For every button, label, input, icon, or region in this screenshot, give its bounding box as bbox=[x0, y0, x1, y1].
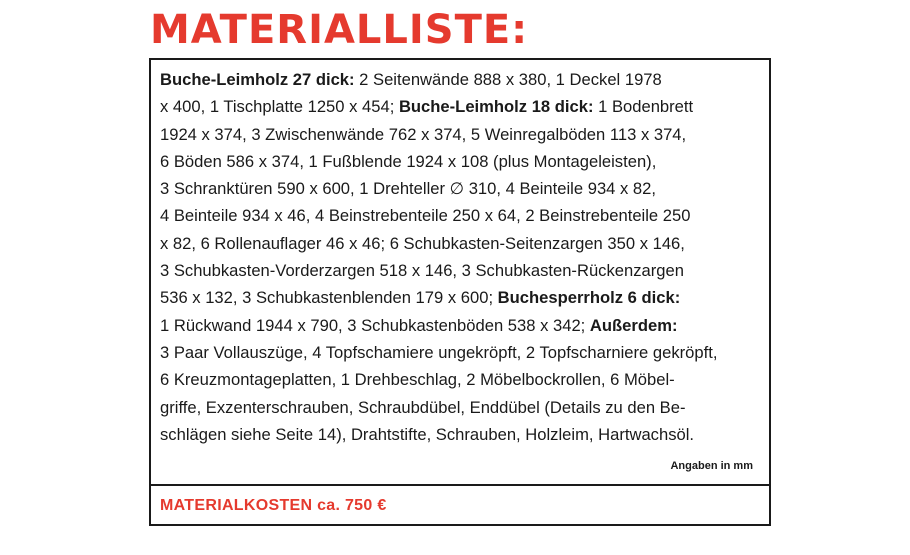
text-line bbox=[160, 284, 764, 311]
text-line bbox=[160, 121, 764, 148]
text-line bbox=[160, 366, 764, 393]
text-segment: 4 Beinteile 934 x 46, 4 Beinstrebenteile 250 x 64, 2 Beinstrebenteile 250 bbox=[160, 206, 691, 226]
text-segment: 1924 x 374, 3 Zwischenwände 762 x 374, 5 Weinregalböden 113 x 374, bbox=[160, 124, 687, 144]
section-heading: Buchesperrholz 6 dick: bbox=[497, 288, 681, 308]
material-list-box bbox=[149, 58, 771, 526]
text-line bbox=[160, 175, 764, 202]
text-segment: 536 x 132, 3 Schubkastenblenden 179 x 600; bbox=[160, 288, 498, 308]
text-line bbox=[160, 66, 764, 93]
text-line bbox=[160, 93, 764, 120]
text-line bbox=[160, 148, 764, 175]
text-segment: 1 Bodenbrett bbox=[593, 97, 694, 117]
text-line bbox=[160, 312, 764, 339]
text-segment: 6 Kreuzmontageplatten, 1 Drehbeschlag, 2 Möbelbockrollen, 6 Möbel- bbox=[160, 370, 675, 390]
text-line bbox=[160, 394, 764, 421]
divider bbox=[151, 484, 769, 486]
text-segment: 1 Rückwand 1944 x 790, 3 Schubkastenböden 538 x 342; bbox=[160, 315, 590, 335]
page-title: MATERIALLISTE: bbox=[150, 7, 529, 53]
text-segment: 3 Schubkasten-Vorderzargen 518 x 146, 3 Schubkasten-Rückenzargen bbox=[160, 261, 684, 281]
section-heading: Buche-Leimholz 27 dick: bbox=[160, 70, 355, 89]
text-segment: 3 Paar Vollauszüge, 4 Topfschamiere ungekröpft, 2 Topfscharniere gekröpft, bbox=[160, 342, 718, 362]
section-heading: Außerdem: bbox=[589, 315, 678, 335]
text-line bbox=[160, 339, 764, 366]
units-note: Angaben in mm bbox=[670, 460, 753, 472]
text-segment: x 82, 6 Rollenauflager 46 x 46; 6 Schubkasten-Seitenzargen 350 x 146, bbox=[160, 233, 685, 253]
text-segment: x 400, 1 Tischplatte 1250 x 454; bbox=[160, 97, 399, 117]
text-segment: 6 Böden 586 x 374, 1 Fußblende 1924 x 108 (plus Montageleisten), bbox=[160, 151, 657, 171]
text-segment: 2 Seitenwände 888 x 380, 1 Deckel 1978 bbox=[354, 70, 662, 89]
text-line bbox=[160, 230, 764, 257]
material-list-text bbox=[160, 66, 764, 448]
text-line bbox=[160, 257, 764, 284]
material-cost: MATERIALKOSTEN ca. 750 € bbox=[160, 497, 387, 514]
text-segment: schlägen siehe Seite 14), Drahtstifte, Schrauben, Holzleim, Hartwachsöl. bbox=[160, 424, 695, 444]
text-segment: 3 Schranktüren 590 x 600, 1 Drehteller ∅ 310, 4 Beinteile 934 x 82, bbox=[160, 179, 656, 199]
text-line bbox=[160, 202, 764, 229]
text-segment: griffe, Exzenterschrauben, Schraubdübel, Enddübel (Details zu den Be- bbox=[160, 397, 686, 417]
section-heading: Buche-Leimholz 18 dick: bbox=[398, 97, 594, 117]
text-line bbox=[160, 421, 764, 448]
